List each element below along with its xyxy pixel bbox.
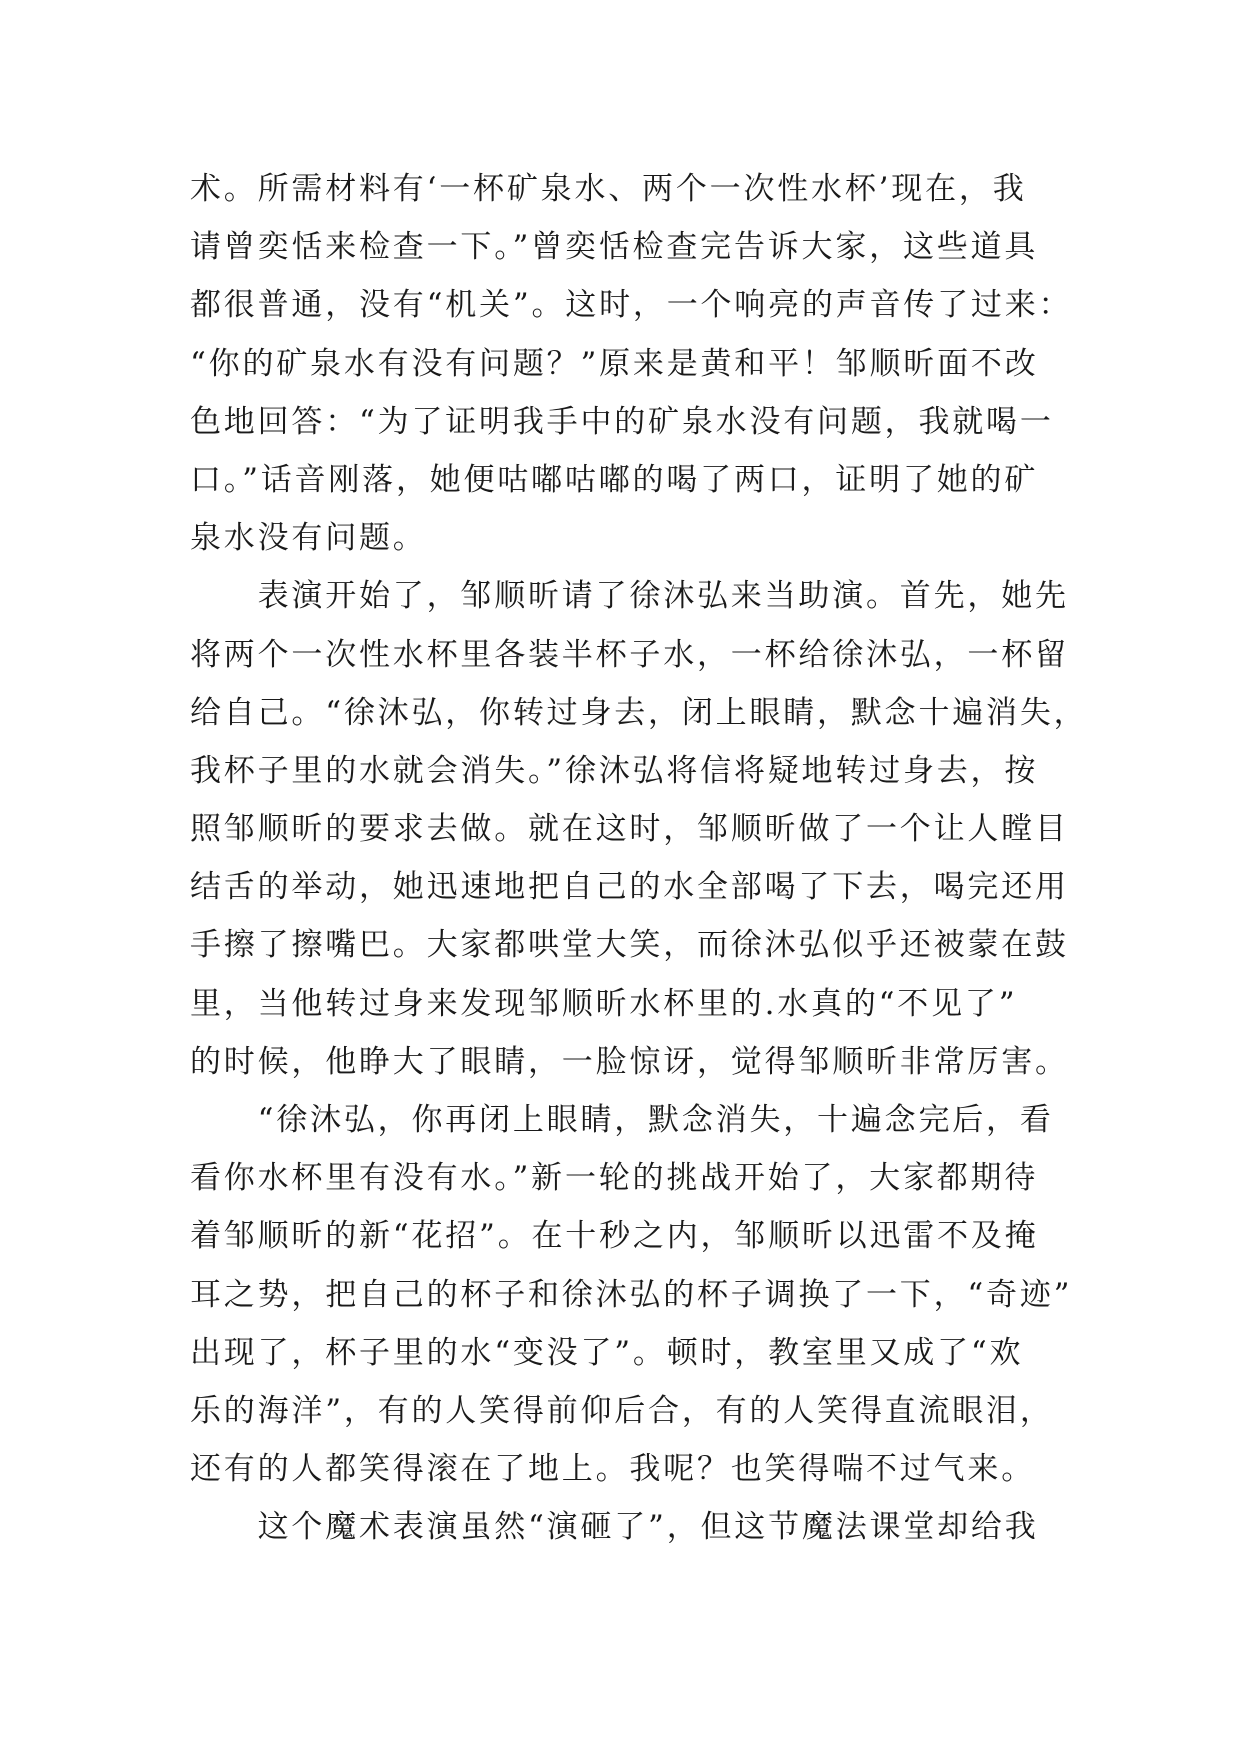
- text-line: 出现了，杯子里的水“变没了”。顿时，教室里又成了“欢: [190, 1334, 1024, 1371]
- text-line: 表演开始了，邹顺昕请了徐沐弘来当助演。首先，她先: [190, 578, 1069, 615]
- text-line: 看你水杯里有没有水。”新一轮的挑战开始了，大家都期待: [190, 1160, 1039, 1197]
- text-line: 请曾奕恬来检查一下。”曾奕恬检查完告诉大家，这些道具: [190, 229, 1039, 266]
- text-line: 还有的人都笑得滚在了地上。我呢？也笑得喘不过气来。: [190, 1451, 1035, 1488]
- text-line: “你的矿泉水有没有问题？”原来是黄和平！邹顺昕面不改: [190, 345, 1039, 382]
- text-line: 照邹顺昕的要求去做。就在这时，邹顺昕做了一个让人瞠目: [190, 811, 1069, 848]
- text-line: 术。所需材料有‘一杯矿泉水、两个一次性水杯’现在，我: [190, 171, 1027, 207]
- text-line: 色地回答：“为了证明我手中的矿泉水没有问题，我就喝一: [190, 403, 1054, 440]
- text-line: 着邹顺昕的新“花招”。在十秒之内，邹顺昕以迅雷不及掩: [190, 1218, 1039, 1255]
- text-line: 都很普通，没有“机关”。这时，一个响亮的声音传了过来：: [190, 287, 1073, 324]
- text-line: 将两个一次性水杯里各装半杯子水，一杯给徐沐弘，一杯留: [190, 636, 1069, 673]
- text-line: 这个魔术表演虽然“演砸了”，但这节魔法课堂却给我: [190, 1509, 1039, 1546]
- body-text: [190, 160, 1088, 1557]
- text-line: 给自己。“徐沐弘，你转过身去，闭上眼睛，默念十遍消失，: [190, 694, 1088, 731]
- text-line: 的时候，他睁大了眼睛，一脸惊讶，觉得邹顺昕非常厉害。: [190, 1043, 1069, 1080]
- text-line: 手擦了擦嘴巴。大家都哄堂大笑，而徐沐弘似乎还被蒙在鼓: [190, 927, 1069, 964]
- text-line: 口。”话音刚落，她便咕嘟咕嘟的喝了两口，证明了她的矿: [190, 461, 1039, 498]
- text-line: 我杯子里的水就会消失。”徐沐弘将信将疑地转过身去，按: [190, 752, 1039, 789]
- text-line: 里，当他转过身来发现邹顺昕水杯里的.水真的“不见了”: [190, 985, 1018, 1022]
- text-line: 乐的海洋”，有的人笑得前仰后合，有的人笑得直流眼泪，: [190, 1392, 1054, 1429]
- text-line: 耳之势，把自己的杯子和徐沐弘的杯子调换了一下，“奇迹”: [190, 1276, 1073, 1313]
- text-line: 泉水没有问题。: [190, 520, 427, 557]
- text-line: 结舌的举动，她迅速地把自己的水全部喝了下去，喝完还用: [190, 869, 1069, 906]
- text-line: “徐沐弘，你再闭上眼睛，默念消失，十遍念完后，看: [190, 1102, 1054, 1138]
